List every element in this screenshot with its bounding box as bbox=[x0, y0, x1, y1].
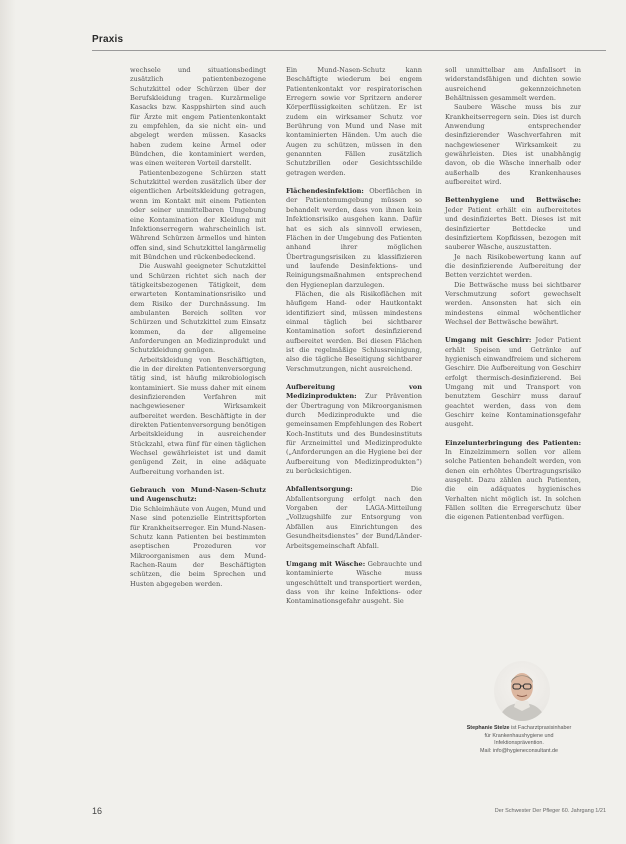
paragraph: Flächen, die als Risikoflächen mit häufigem Hand- oder Hautkontakt identifiziert sind, müssen mindestens einmal täglich bei sichtbarer Kontamination sofort desinfizierend aufbereitet werden. Bei diesen Flächen ist die regelmäßige Schlussreinigung, also die tägliche Beseitigung sichtbarer Verschmutzungen, nicht ausreichend. bbox=[286, 289, 422, 373]
subheading: Einzelunterbringung des Patienten: bbox=[445, 438, 581, 447]
paragraph: Arbeitskleidung von Beschäftigten, die in der direkten Patientenversorgung tätig sind, ist häufig mikrobiologisch kontaminiert. Sie muss daher mit einem desinfizierenden Verfahren mit nachgewiesener Wirksamkeit aufbereitet werden. Beschäftigte in der direkten Patientenversorgung benötigen Arbeitskleidung in ausreichender Stückzahl, etwa fünf für einen täglichen Wechsel gewährleistet ist und damit genügend Zeit, in eine adäquate Aufbereitung vorhanden ist. bbox=[130, 355, 266, 476]
paragraph: Je nach Risikobewertung kann auf die desinfizierende Aufbereitung der Betten verzichtet werden. bbox=[445, 252, 581, 280]
journal-footer: Der Schwester Der Pfleger 60. Jahrgang 1/21 bbox=[494, 808, 606, 814]
caption-text: ist Facharztpraxisinhaber bbox=[511, 725, 572, 731]
subheading: Umgang mit Geschirr: bbox=[445, 336, 532, 345]
header-rule bbox=[92, 50, 606, 51]
subheading: Flächendesinfektion: bbox=[286, 187, 364, 196]
text-column-1 bbox=[130, 66, 266, 589]
author-photo bbox=[494, 661, 550, 721]
paragraph: Die Schleimhäute von Augen, Mund und Nase sind potenzielle Eintrittspforten für Krankheitserreger. Ein Mund-Nasen-Schutz kann Patienten bei bestimmten aseptischen Prozeduren vor Mikroorganismen aus dem Mund-Rachen-Raum der Beschäftigten schützen, die beim Sprechen und Husten abgegeben werden. bbox=[130, 504, 266, 588]
subheading: Bettenhygiene und Bettwäsche: bbox=[445, 196, 581, 205]
paragraph: Patientenbezogene Schürzen statt Schutzkittel werden zusätzlich über der eigentlichen Arbeitskleidung getragen, wenn im Kontakt mit einem Patienten oder seiner unmittelbaren Umgebung eine Kontamination der Kleidung mit Infektionserregern wahrscheinlich ist. Während Schürzen ärmellos und hinten offen sind, sind Schutzkittel langärmelig mit Bündchen und rückenbedeckend. bbox=[130, 168, 266, 261]
author-name: Stephanie Stelze bbox=[466, 725, 510, 731]
caption-text: Infektionsprävention. bbox=[494, 740, 544, 747]
text-column-2 bbox=[286, 66, 422, 607]
paragraph: Die Bettwäsche muss bei sichtbarer Verschmutzung sofort gewechselt werden. Ansonsten hat sich ein mindestens einmal wöchentlicher Wechsel der Bettwäsche bewährt. bbox=[445, 280, 581, 326]
author-caption bbox=[445, 725, 593, 755]
author-portrait-icon bbox=[494, 661, 550, 721]
paragraph: Jeder Patient erhält Speisen und Getränke auf hygienisch einwandfreiem und sicherem Geschirr. Die Aufbereitung von Geschirr erfolgt thermisch-desinfizierend. Bei Umgang mit und Transport von benutztem Geschirr muss darauf geachtet werden, dass von dem Geschirr keine Kontaminationsgefahr ausgeht. bbox=[445, 336, 581, 429]
caption-text: für Krankenhaushygiene und bbox=[484, 732, 554, 739]
subheading: Abfallentsorgung: bbox=[286, 485, 353, 494]
paragraph: Gebrauchte und kontaminierte Wäsche muss ungeschüttelt und transportiert werden, dass von ihr keine Infektions- oder Kontaminationsgefahr ausgeht. Sie bbox=[286, 559, 422, 606]
paragraph: soll unmittelbar am Anfallsort in widerstandsfähigen und dichten sowie ausreichend gekennzeichneten Behältnissen gesammelt werden. bbox=[445, 66, 581, 103]
paragraph: Die Auswahl geeigneter Schutzkittel und Schürzen richtet sich nach der tätigkeitsbezogenen Tätigkeit, dem erwarteten Kontaminationsrisiko und dem Risiko der Durchnässung. Im ambulanten Bereich sollten vor Schürzen und Schutzkittel zum Einsatz kommen, da der allgemeine Anforderungen an Medizinprodukt und Schutzkleidung genügen. bbox=[130, 262, 266, 355]
paragraph: Die Abfallentsorgung erfolgt nach den Vorgaben der LAGA-Mitteilung „Vollzugshilfe zur Entsorgung von Abfällen aus Einrichtungen des Gesundheitsdienstes“ der Bund/Länder-Arbeitsgemeinschaft Abfall. bbox=[286, 485, 422, 550]
paragraph: Oberflächen in der Patientenumgebung müssen so behandelt werden, dass von ihnen kein Infektionsrisiko ausgehen kann. Dafür hat es sich als sinnvoll erwiesen, Flächen in der Umgebung des Patienten anhand ihrer möglichen Übertragungsrisiken zu klassifizieren und laufende Desinfektions- und Reinigungsmaßnahmen entsprechend den Hygieneplan darzulegen. bbox=[286, 187, 422, 289]
section-label: Praxis bbox=[92, 34, 124, 45]
subheading: Gebrauch von Mund-Nasen-Schutz und Augenschutz: bbox=[130, 486, 266, 504]
page-number: 16 bbox=[92, 806, 103, 816]
subheading: Umgang mit Wäsche: bbox=[286, 559, 366, 568]
caption-email: Mail: info@hygieneconsultant.de bbox=[480, 747, 558, 754]
paragraph: Saubere Wäsche muss bis zur Krankheitserregern sein. Dies ist durch Anwendung entsprechender desinfizierender Waschverfahren mit nachgewiesener Wirksamkeit zu gewährleisten. Dies ist unabhängig davon, ob die Wäsche innerhalb oder außerhalb des Krankenhauses aufbereitet wird. bbox=[445, 103, 581, 187]
paragraph: Jeder Patient erhält ein aufbereitetes und desinfiziertes Bett. Dieses ist mit desinfizierter Bettdecke und desinfiziertem Kopfkissen, bezogen mit sauberer Wäsche, auszustatten. bbox=[445, 205, 581, 252]
paragraph: Zur Prävention der Übertragung von Mikroorganismen durch Medizinprodukte und die gemeinsamen Empfehlungen des Robert Koch-Instituts und des Bundesinstituts für Arzneimittel und Medizinprodukte („Anforderungen an die Hygiene bei der Aufbereitung von Medizinprodukten“) zu berücksichtigen. bbox=[286, 392, 422, 476]
subheading: Aufbereitung von Medizinprodukten: bbox=[286, 383, 422, 401]
page-edge-shadow bbox=[0, 0, 16, 844]
paragraph: In Einzelzimmern sollen vor allem solche Patienten behandelt werden, von denen ein erhöhtes Übertragungsrisiko ausgeht. Dazu zählen auch Patienten, die ein adäquates hygienisches Verhalten nicht möglich ist. In solchen Fällen sollten die Erregerschutz über die eigenen Patientenbad verfügen. bbox=[445, 448, 581, 522]
paragraph: Ein Mund-Nasen-Schutz kann Beschäftigte wiederum bei engem Patientenkontakt vor respiratorischen Erregern sowie vor Spritzern anderer Körperflüssigkeiten schützen. Er ist zudem ein wirksamer Schutz vor Berührung von Mund und Nase mit kontaminierten Händen. Um auch die Augen zu schützen, müssen in den genannten Fällen zusätzlich Schutzbrillen oder Gesichtsschilde getragen werden. bbox=[286, 66, 422, 177]
paragraph: wechsele und situationsbedingt zusätzlich patientenbezogene Schutzkittel oder Schürzen über der Berufskleidung tragen. Kurzärmelige Kasacks bzw. Kasppshirten sind auch für Ärzte mit engem Patientenkontakt zu empfehlen, da sie nicht ein- und abgelegt werden müssen. Kasacks haben zudem keine Ärmel oder Bündchen, die kontaminiert werden, was einen weiteren Vorteil darstellt. bbox=[130, 66, 266, 168]
text-column-3 bbox=[445, 66, 581, 523]
